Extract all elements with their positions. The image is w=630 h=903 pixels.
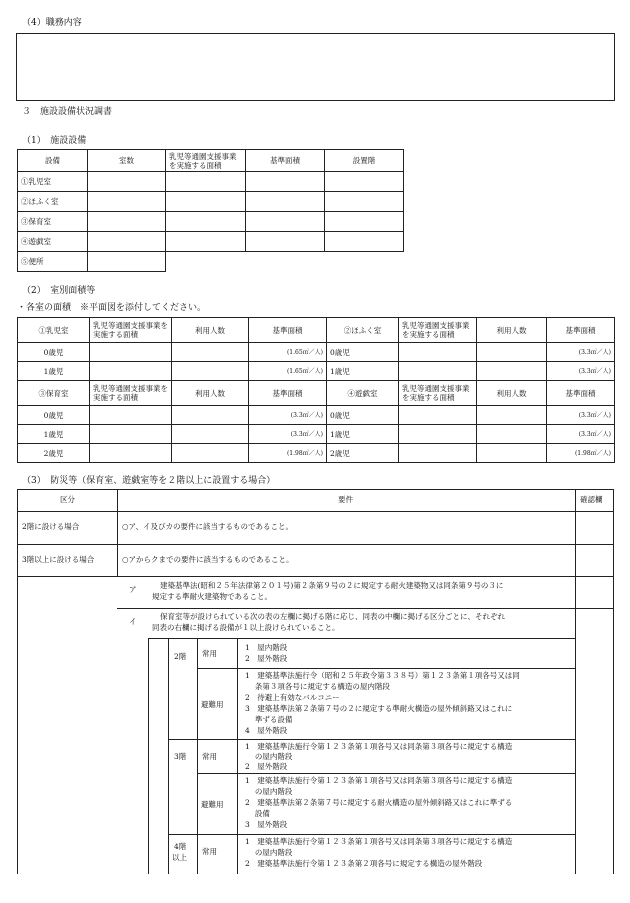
check-header: 確認欄 bbox=[580, 495, 603, 504]
header-cell: 基準面積 bbox=[246, 150, 325, 172]
input-cell[interactable] bbox=[246, 172, 325, 192]
row-3f-label: 3階以上に設ける場合 bbox=[22, 555, 95, 564]
sub1-heading: （1） 施設設備 bbox=[22, 136, 87, 146]
item-i-text-2: 同表の右欄に掲げる設備が１以上設けられていること。 bbox=[152, 623, 340, 632]
input-cell[interactable] bbox=[90, 362, 172, 381]
input-cell[interactable] bbox=[399, 343, 477, 362]
jouyou-4-label: 常用 bbox=[202, 847, 217, 856]
input-cell[interactable] bbox=[88, 212, 166, 232]
age-label: 1歳児 bbox=[18, 362, 90, 381]
room-label: ①乳児室 bbox=[18, 318, 90, 343]
input-cell[interactable] bbox=[88, 172, 166, 192]
header-cell: 基準面積 bbox=[547, 318, 615, 343]
item-a-text-2: 規定する準耐火建築物であること。 bbox=[152, 592, 272, 601]
sub2-heading: （2） 室別面積等 bbox=[22, 286, 96, 296]
youken-header: 要件 bbox=[338, 495, 353, 504]
input-cell[interactable] bbox=[88, 192, 166, 212]
section3-heading: ３ 施設設備状況調書 bbox=[22, 107, 113, 117]
input-cell[interactable] bbox=[246, 212, 325, 232]
floor-2-label: 2階 bbox=[174, 652, 187, 661]
header-cell: 乳児等通園支援事業を実施する面積 bbox=[399, 318, 477, 343]
input-cell[interactable] bbox=[90, 444, 172, 463]
age-label: 2歳児 bbox=[18, 444, 90, 463]
f2-jouyou-line: 1 屋内階段 bbox=[245, 643, 288, 652]
input-cell[interactable] bbox=[399, 444, 477, 463]
input-cell[interactable] bbox=[325, 212, 404, 232]
row-label: ①乳児室 bbox=[18, 172, 88, 192]
input-cell[interactable] bbox=[88, 232, 166, 252]
standard-area: (3.3㎡／人) bbox=[547, 362, 615, 381]
f4-jouyou-line: 1 建築基準法施行令第１２３条第１項各号又は同条第３項各号に規定する構造 bbox=[245, 837, 513, 846]
header-cell: 基準面積 bbox=[249, 318, 327, 343]
header-cell: 乳児等通園支援事業を実施する面積 bbox=[399, 381, 477, 406]
standard-area: (1.98㎡／人) bbox=[249, 444, 327, 463]
input-cell[interactable] bbox=[90, 425, 172, 444]
age-label: 0歳児 bbox=[327, 406, 399, 425]
jouyou-2-label: 常用 bbox=[202, 649, 217, 658]
check-cell-a[interactable] bbox=[576, 577, 613, 608]
input-cell[interactable] bbox=[172, 406, 249, 425]
header-cell: 乳児等通園支援事業を実施する面積 bbox=[90, 318, 172, 343]
age-label: 0歳児 bbox=[18, 406, 90, 425]
f3-jouyou-line: 1 建築基準法施行令第１２３条第１項各号又は同条第３項各号に規定する構造 bbox=[245, 742, 513, 751]
standard-area: (1.65㎡／人) bbox=[249, 343, 327, 362]
floor-4-label: 4階 bbox=[174, 842, 187, 851]
header-cell: 乳児等通園支援事業を実施する面積 bbox=[90, 381, 172, 406]
f3-hinan-line: 2 建築基準法第２条第７号に規定する耐火構造の屋外傾斜路又はこれに準ずる bbox=[245, 798, 513, 807]
item-a-label: ア bbox=[129, 585, 137, 594]
input-cell[interactable] bbox=[166, 192, 246, 212]
input-cell[interactable] bbox=[477, 425, 547, 444]
standard-area: (1.65㎡／人) bbox=[249, 362, 327, 381]
row-label: ④遊戯室 bbox=[18, 232, 88, 252]
header-cell: 室数 bbox=[88, 150, 166, 172]
check-cell-i[interactable] bbox=[576, 609, 613, 874]
standard-area: (3.3㎡／人) bbox=[547, 425, 615, 444]
header-cell: 利用人数 bbox=[477, 381, 547, 406]
floor-4-label-2: 以上 bbox=[172, 853, 187, 862]
age-label: 0歳児 bbox=[18, 343, 90, 362]
input-cell[interactable] bbox=[325, 192, 404, 212]
row-label: ⑤便所 bbox=[18, 252, 88, 272]
input-cell[interactable] bbox=[399, 362, 477, 381]
header-cell: 利用人数 bbox=[172, 318, 249, 343]
f2-hinan-line: 4 屋外階段 bbox=[245, 726, 288, 735]
sub3-heading: （3） 防災等（保育室、遊戯室等を２階以上に設置する場合） bbox=[22, 476, 276, 486]
f2-hinan-line: 準ずる設備 bbox=[245, 715, 293, 724]
input-cell[interactable] bbox=[172, 362, 249, 381]
header-cell: 設備 bbox=[18, 150, 88, 172]
input-cell[interactable] bbox=[399, 425, 477, 444]
item-a-text-1: 建築基準法(昭和２５年法律第２０１号)第２条第９号の２に規定する耐火建築物又は同条第９号の３に bbox=[160, 581, 504, 590]
input-cell[interactable] bbox=[477, 343, 547, 362]
floor-3-label: 3階 bbox=[174, 752, 187, 761]
row-2f-text: ○ア、イ及びカの要件に該当するものであること。 bbox=[122, 522, 293, 531]
input-cell[interactable] bbox=[166, 232, 246, 252]
header-cell: 乳児等通園支援事業を実施する面積 bbox=[166, 150, 246, 172]
row-3f-text: ○アからクまでの要件に該当するものであること。 bbox=[122, 555, 294, 564]
standard-area: (1.98㎡／人) bbox=[547, 444, 615, 463]
input-cell[interactable] bbox=[166, 172, 246, 192]
sub2-note: ・各室の面積 ※平面図を添付してください。 bbox=[17, 303, 207, 313]
input-cell[interactable] bbox=[477, 406, 547, 425]
input-cell[interactable] bbox=[90, 406, 172, 425]
f3-hinan-line: 設備 bbox=[245, 809, 270, 818]
room-area-table bbox=[17, 317, 615, 463]
f2-jouyou-line: 2 屋外階段 bbox=[245, 654, 288, 663]
room-label: ②ほふく室 bbox=[327, 318, 399, 343]
header-cell: 基準面積 bbox=[249, 381, 327, 406]
header-cell: 利用人数 bbox=[172, 381, 249, 406]
f4-jouyou-line: 2 建築基準法施行令第１２３条第２項各号に規定する構造の屋外階段 bbox=[245, 859, 483, 868]
input-cell[interactable] bbox=[90, 343, 172, 362]
hinan-2-label: 避難用 bbox=[201, 700, 224, 709]
input-cell[interactable] bbox=[172, 343, 249, 362]
input-cell[interactable] bbox=[172, 444, 249, 463]
f2-hinan-line: 3 建築基準法第２条第７号の２に規定する準耐火構造の屋外傾斜路又はこれに bbox=[245, 704, 513, 713]
age-label: 1歳児 bbox=[327, 362, 399, 381]
input-cell[interactable] bbox=[477, 444, 547, 463]
row-label: ③保育室 bbox=[18, 212, 88, 232]
standard-area: (3.3㎡／人) bbox=[547, 343, 615, 362]
row-2f-label: 2階に設ける場合 bbox=[22, 522, 80, 531]
f3-jouyou-line: の屋内階段 bbox=[245, 752, 293, 761]
f3-hinan-line: の屋内階段 bbox=[245, 787, 293, 796]
f3-jouyou-line: 2 屋外階段 bbox=[245, 762, 288, 771]
room-label: ④遊戯室 bbox=[327, 381, 399, 406]
input-cell[interactable] bbox=[399, 406, 477, 425]
header-cell: 基準面積 bbox=[547, 381, 615, 406]
standard-area: (3.3㎡／人) bbox=[249, 425, 327, 444]
row-label: ②ほふく室 bbox=[18, 192, 88, 212]
input-cell[interactable] bbox=[477, 362, 547, 381]
hinan-3-label: 避難用 bbox=[201, 800, 224, 809]
f4-jouyou-line: の屋内階段 bbox=[245, 848, 293, 857]
age-label: 1歳児 bbox=[18, 425, 90, 444]
header-cell: 設置階 bbox=[325, 150, 404, 172]
jouyou-3-label: 常用 bbox=[202, 752, 217, 761]
input-cell[interactable] bbox=[172, 425, 249, 444]
check-cell-3f[interactable] bbox=[576, 545, 613, 576]
f2-hinan-line: 2 待避上有効なバルコニー bbox=[245, 693, 340, 702]
room-label: ③保育室 bbox=[18, 381, 90, 406]
input-cell[interactable] bbox=[246, 232, 325, 252]
input-cell[interactable] bbox=[166, 212, 246, 232]
standard-area: (3.3㎡／人) bbox=[249, 406, 327, 425]
check-cell-2f[interactable] bbox=[576, 512, 613, 544]
section4-heading: （4）職務内容 bbox=[22, 18, 82, 28]
f3-hinan-line: 1 建築基準法施行令第１２３条第１項各号又は同条第３項各号に規定する構造 bbox=[245, 776, 513, 785]
input-cell[interactable] bbox=[246, 192, 325, 212]
f2-hinan-line: 1 建築基準法施行令（昭和２５年政令第３３８号）第１２３条第１項各号又は同 bbox=[245, 671, 520, 680]
item-i-text-1: 保育室等が設けられている次の表の左欄に掲げる階に応じ、同表の中欄に掲げる区分ごとに、それぞれ bbox=[160, 612, 505, 621]
age-label: 2歳児 bbox=[327, 444, 399, 463]
input-cell[interactable] bbox=[325, 232, 404, 252]
item-i-label: イ bbox=[129, 617, 137, 626]
f3-hinan-line: 3 屋外階段 bbox=[245, 820, 288, 829]
header-cell: 利用人数 bbox=[477, 318, 547, 343]
duty-content-box[interactable] bbox=[16, 33, 615, 101]
input-cell[interactable] bbox=[325, 172, 404, 192]
age-label: 1歳児 bbox=[327, 425, 399, 444]
facility-table bbox=[17, 149, 404, 272]
standard-area: (3.3㎡／人) bbox=[547, 406, 615, 425]
kubun-header: 区分 bbox=[60, 495, 75, 504]
f2-hinan-line: 条第３項各号に規定する構造の屋内階段 bbox=[245, 682, 390, 691]
age-label: 0歳児 bbox=[327, 343, 399, 362]
input-cell[interactable] bbox=[88, 252, 166, 272]
